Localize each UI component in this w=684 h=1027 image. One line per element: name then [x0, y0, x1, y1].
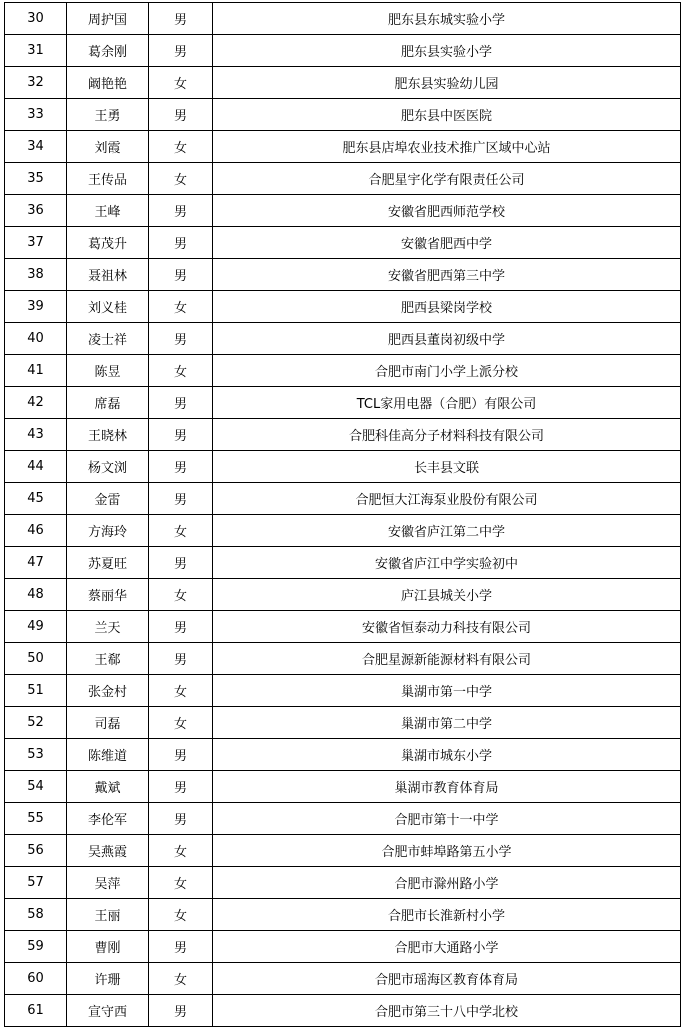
row-number-cell: 48 [5, 579, 67, 611]
row-number-cell: 47 [5, 547, 67, 579]
name-cell: 曹刚 [67, 931, 149, 963]
unit-cell: 安徽省肥西师范学校 [213, 195, 681, 227]
unit-cell: 巢湖市第一中学 [213, 675, 681, 707]
row-number-cell: 32 [5, 67, 67, 99]
gender-cell: 女 [149, 835, 213, 867]
table-row [5, 867, 681, 899]
row-number-cell: 49 [5, 611, 67, 643]
unit-cell: 安徽省庐江中学实验初中 [213, 547, 681, 579]
row-number-cell: 39 [5, 291, 67, 323]
table-row [5, 835, 681, 867]
unit-cell: 庐江县城关小学 [213, 579, 681, 611]
gender-cell: 男 [149, 547, 213, 579]
gender-cell: 男 [149, 643, 213, 675]
roster-table-body [5, 3, 681, 1027]
gender-cell: 男 [149, 611, 213, 643]
unit-cell: 肥东县实验幼儿园 [213, 67, 681, 99]
row-number-cell: 34 [5, 131, 67, 163]
name-cell: 刘霞 [67, 131, 149, 163]
name-cell: 张金村 [67, 675, 149, 707]
name-cell: 陈维道 [67, 739, 149, 771]
unit-cell: 合肥市南门小学上派分校 [213, 355, 681, 387]
gender-cell: 男 [149, 451, 213, 483]
gender-cell: 女 [149, 675, 213, 707]
gender-cell: 男 [149, 483, 213, 515]
name-cell: 王郗 [67, 643, 149, 675]
table-row [5, 227, 681, 259]
name-cell: 苏夏旺 [67, 547, 149, 579]
unit-cell: 肥东县中医医院 [213, 99, 681, 131]
table-row [5, 99, 681, 131]
row-number-cell: 43 [5, 419, 67, 451]
unit-cell: 肥西县董岗初级中学 [213, 323, 681, 355]
row-number-cell: 58 [5, 899, 67, 931]
name-cell: 周护国 [67, 3, 149, 35]
name-cell: 葛余刚 [67, 35, 149, 67]
row-number-cell: 54 [5, 771, 67, 803]
row-number-cell: 36 [5, 195, 67, 227]
row-number-cell: 44 [5, 451, 67, 483]
gender-cell: 男 [149, 195, 213, 227]
unit-cell: 巢湖市城东小学 [213, 739, 681, 771]
row-number-cell: 59 [5, 931, 67, 963]
name-cell: 方海玲 [67, 515, 149, 547]
name-cell: 吴萍 [67, 867, 149, 899]
table-row [5, 387, 681, 419]
table-row [5, 963, 681, 995]
row-number-cell: 55 [5, 803, 67, 835]
unit-cell: 安徽省肥西第三中学 [213, 259, 681, 291]
gender-cell: 女 [149, 963, 213, 995]
unit-cell: 安徽省恒泰动力科技有限公司 [213, 611, 681, 643]
row-number-cell: 38 [5, 259, 67, 291]
name-cell: 宣守西 [67, 995, 149, 1027]
gender-cell: 男 [149, 995, 213, 1027]
table-row [5, 803, 681, 835]
row-number-cell: 53 [5, 739, 67, 771]
gender-cell: 男 [149, 739, 213, 771]
unit-cell: 肥东县东城实验小学 [213, 3, 681, 35]
unit-cell: 巢湖市教育体育局 [213, 771, 681, 803]
unit-cell: 合肥星宇化学有限责任公司 [213, 163, 681, 195]
roster-table [4, 2, 681, 1027]
table-row [5, 675, 681, 707]
table-row [5, 515, 681, 547]
row-number-cell: 45 [5, 483, 67, 515]
name-cell: 兰天 [67, 611, 149, 643]
gender-cell: 女 [149, 579, 213, 611]
row-number-cell: 60 [5, 963, 67, 995]
table-row [5, 419, 681, 451]
gender-cell: 女 [149, 707, 213, 739]
row-number-cell: 42 [5, 387, 67, 419]
table-row [5, 259, 681, 291]
unit-cell: 合肥市滁州路小学 [213, 867, 681, 899]
table-row [5, 483, 681, 515]
unit-cell: 合肥星源新能源材料有限公司 [213, 643, 681, 675]
table-row [5, 643, 681, 675]
gender-cell: 男 [149, 931, 213, 963]
name-cell: 陈昱 [67, 355, 149, 387]
unit-cell: TCL家用电器（合肥）有限公司 [213, 387, 681, 419]
row-number-cell: 57 [5, 867, 67, 899]
unit-cell: 安徽省庐江第二中学 [213, 515, 681, 547]
row-number-cell: 31 [5, 35, 67, 67]
table-row [5, 163, 681, 195]
gender-cell: 男 [149, 35, 213, 67]
table-row [5, 771, 681, 803]
row-number-cell: 50 [5, 643, 67, 675]
table-row [5, 995, 681, 1027]
unit-cell: 合肥市第十一中学 [213, 803, 681, 835]
name-cell: 王勇 [67, 99, 149, 131]
row-number-cell: 41 [5, 355, 67, 387]
gender-cell: 女 [149, 899, 213, 931]
gender-cell: 男 [149, 323, 213, 355]
unit-cell: 肥东县实验小学 [213, 35, 681, 67]
unit-cell: 合肥科佳高分子材料科技有限公司 [213, 419, 681, 451]
row-number-cell: 52 [5, 707, 67, 739]
table-row [5, 931, 681, 963]
name-cell: 戴斌 [67, 771, 149, 803]
table-row [5, 547, 681, 579]
name-cell: 王丽 [67, 899, 149, 931]
unit-cell: 巢湖市第二中学 [213, 707, 681, 739]
table-row [5, 579, 681, 611]
name-cell: 李伦军 [67, 803, 149, 835]
name-cell: 阚艳艳 [67, 67, 149, 99]
unit-cell: 合肥市长淮新村小学 [213, 899, 681, 931]
unit-cell: 安徽省肥西中学 [213, 227, 681, 259]
unit-cell: 肥西县梁岗学校 [213, 291, 681, 323]
name-cell: 凌士祥 [67, 323, 149, 355]
unit-cell: 合肥市大通路小学 [213, 931, 681, 963]
name-cell: 王峰 [67, 195, 149, 227]
row-number-cell: 56 [5, 835, 67, 867]
roster-table-container [4, 2, 680, 1027]
gender-cell: 男 [149, 803, 213, 835]
gender-cell: 女 [149, 867, 213, 899]
row-number-cell: 51 [5, 675, 67, 707]
table-row [5, 611, 681, 643]
gender-cell: 女 [149, 131, 213, 163]
gender-cell: 男 [149, 227, 213, 259]
gender-cell: 男 [149, 99, 213, 131]
gender-cell: 女 [149, 515, 213, 547]
unit-cell: 合肥恒大江海泵业股份有限公司 [213, 483, 681, 515]
gender-cell: 男 [149, 259, 213, 291]
name-cell: 席磊 [67, 387, 149, 419]
table-row [5, 131, 681, 163]
table-row [5, 195, 681, 227]
table-row [5, 291, 681, 323]
name-cell: 王晓林 [67, 419, 149, 451]
table-row [5, 3, 681, 35]
unit-cell: 合肥市蚌埠路第五小学 [213, 835, 681, 867]
name-cell: 葛茂升 [67, 227, 149, 259]
gender-cell: 女 [149, 291, 213, 323]
gender-cell: 男 [149, 387, 213, 419]
gender-cell: 男 [149, 419, 213, 451]
table-row [5, 707, 681, 739]
table-row [5, 67, 681, 99]
name-cell: 司磊 [67, 707, 149, 739]
gender-cell: 女 [149, 355, 213, 387]
name-cell: 吴燕霞 [67, 835, 149, 867]
name-cell: 金雷 [67, 483, 149, 515]
name-cell: 蔡丽华 [67, 579, 149, 611]
table-row [5, 323, 681, 355]
unit-cell: 长丰县文联 [213, 451, 681, 483]
unit-cell: 合肥市瑶海区教育体育局 [213, 963, 681, 995]
table-row [5, 451, 681, 483]
row-number-cell: 35 [5, 163, 67, 195]
name-cell: 刘义桂 [67, 291, 149, 323]
gender-cell: 女 [149, 163, 213, 195]
gender-cell: 男 [149, 771, 213, 803]
name-cell: 杨文浏 [67, 451, 149, 483]
name-cell: 许珊 [67, 963, 149, 995]
gender-cell: 女 [149, 67, 213, 99]
name-cell: 王传品 [67, 163, 149, 195]
row-number-cell: 46 [5, 515, 67, 547]
unit-cell: 肥东县店埠农业技术推广区域中心站 [213, 131, 681, 163]
table-row [5, 355, 681, 387]
row-number-cell: 33 [5, 99, 67, 131]
unit-cell: 合肥市第三十八中学北校 [213, 995, 681, 1027]
name-cell: 聂祖林 [67, 259, 149, 291]
table-row [5, 739, 681, 771]
table-row [5, 899, 681, 931]
row-number-cell: 61 [5, 995, 67, 1027]
row-number-cell: 40 [5, 323, 67, 355]
gender-cell: 男 [149, 3, 213, 35]
row-number-cell: 30 [5, 3, 67, 35]
table-row [5, 35, 681, 67]
row-number-cell: 37 [5, 227, 67, 259]
